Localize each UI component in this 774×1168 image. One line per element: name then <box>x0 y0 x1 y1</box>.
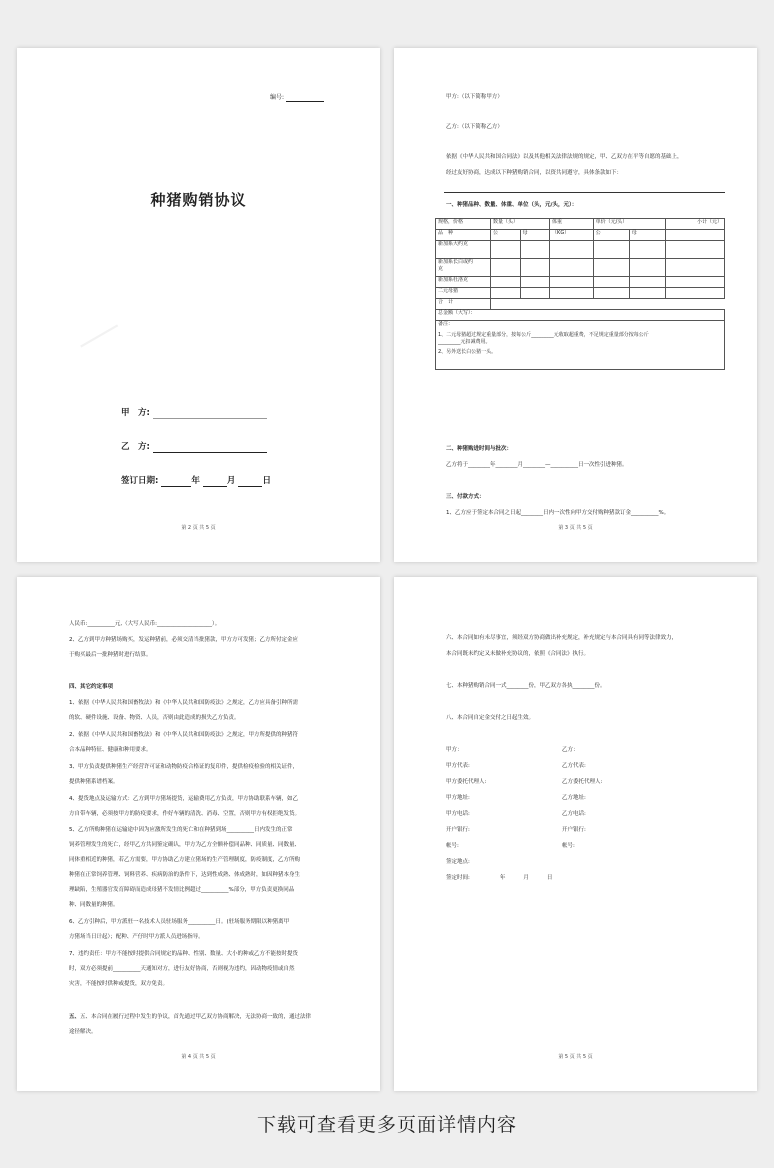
download-caption: 下载可查看更多页面详情内容 <box>256 1114 517 1136</box>
intro-paragraph-2: 经过友好协商，达成以下种猪购销合同，以资共同遵守，具体条款如下： <box>446 170 623 176</box>
table-header-cell: 品 种 <box>436 230 491 241</box>
table-header-cell: 小计（元） <box>665 219 724 230</box>
clause-line: 种猪在正常饲养管理、饲料营养、疾病防治的条件下，达到性成熟、体成熟时，如因种猪本身生 <box>69 872 301 878</box>
payment-paragraph: 于购买最后一批种猪时进行结算。 <box>69 652 152 658</box>
signature-label: 乙方地址: <box>562 795 586 801</box>
party-b-line: 乙方:（以下简称乙方） <box>446 124 503 130</box>
table-header-cell: 公 <box>491 230 521 241</box>
clause-line: 2、依据《中华人民共和国畜牧法》和《中华人民共和国防疫法》之规定，甲方所提供的种猪符 <box>69 732 299 738</box>
section-1-heading: 一、种猪品种、数量、体重、单位（头，元/头，元）： <box>446 202 578 208</box>
contract-title: 种猪购销协议 <box>150 191 247 209</box>
contract-number-label: 编号: <box>269 94 284 101</box>
signature-label: 开户银行: <box>562 827 586 833</box>
party-a-label: 甲 方: <box>121 408 150 418</box>
section-3-text: 1、乙方应于签定本合同之日起________日内一次性向甲方交付购种猪款订金__________%。 <box>446 510 670 516</box>
clause-line: 同体重相近的种猪，若乙方需要，甲方协助乙方建立猪场的生产管理制度，防疫制度，乙方所购 <box>69 857 301 863</box>
section-3-heading: 三、付款方式： <box>446 494 485 500</box>
party-a-line: 甲方:（以下简称甲方） <box>446 94 503 100</box>
contract-page-2 <box>17 48 380 562</box>
clause-line: 饲养管理发生的死亡，经甲乙方共同鉴定确认，甲方为乙方全额补偿同品种、同质量、同数量、 <box>69 842 301 848</box>
clause-line: 灾害，不能按时供种或提货，双方免责。 <box>69 981 169 987</box>
clause-line: 六、本合同如有未尽事宜，须经双方协商做出补充规定，补充规定与本合同具有同等法律效力， <box>446 635 678 641</box>
clause-line: 7、违约责任：甲方不能按时提供合同规定的品种、性别、数量、大小的种或乙方不能按时提货 <box>69 951 299 957</box>
party-b-sign-row <box>121 442 267 453</box>
table-header-cell: 母 <box>629 230 665 241</box>
signature-label: 乙方委托代理人: <box>562 779 603 785</box>
section-4-heading: 四、其它约定事项 <box>69 684 114 690</box>
clause-line: 种、同数量的种猪。 <box>69 902 119 908</box>
contract-number-blank <box>286 101 324 102</box>
clause-line: 提供种猪系谱档案。 <box>69 779 119 785</box>
signature-label: 帐号: <box>446 843 459 849</box>
page-footer: 第 2 页 共 5 页 <box>181 525 216 532</box>
table-row: 合 计 <box>436 299 725 310</box>
table-header-cell: 规格，价格 <box>436 219 491 230</box>
contract-page-3 <box>394 48 757 562</box>
section-divider <box>444 192 725 193</box>
table-row: 新加系大约克 <box>436 241 725 259</box>
table-header-cell: 数量（头） <box>491 219 550 230</box>
clause-line: 4、提货地点及运输方式：乙方到甲方猪场提货，运输费用乙方负责，甲方协助联系车辆，如乙 <box>69 796 299 802</box>
table-header-cell: 公 <box>593 230 629 241</box>
signature-label: 乙方电话: <box>562 811 586 817</box>
contract-page-4 <box>17 577 380 1091</box>
watermark: ⸺ <box>72 311 126 360</box>
clause-line: 1、依据《中华人民共和国畜牧法》和《中华人民共和国防疫法》之规定，乙方应具备引种所需 <box>69 700 299 706</box>
clause-line: 本合同既未约定又未做补充协议的，依照《合同法》执行。 <box>446 651 590 657</box>
payment-paragraph: 2、乙方到甲方种猪场购买，发运种猪前，必须交清当批猪款，甲方方可发猪；乙方所付定金应 <box>69 637 299 643</box>
intro-paragraph-1: 依据《中华人民共和国合同法》以及其他相关法律法规的规定，甲、乙双方在平等自愿的基础上， <box>446 154 683 160</box>
contract-number-field <box>270 94 324 102</box>
clause-line: 的软、硬件设施、设备、物资、人员，否则由此造成的损失乙方负责。 <box>69 715 240 721</box>
signature-label: 帐号: <box>562 843 575 849</box>
clause-line: 时，双方必须提前__________天通知对方，进行友好协商，否则视为违约，因动物疫情或自然 <box>69 966 295 972</box>
page-footer: 第 5 页 共 5 页 <box>558 1054 593 1061</box>
signature-label: 甲方委托代理人: <box>446 779 487 785</box>
table-header-cell: 单价（元/头） <box>593 219 665 230</box>
table-header-cell: 体重 <box>550 219 594 230</box>
party-a-blank <box>153 409 267 419</box>
contract-page-5 <box>394 577 757 1091</box>
clause-line: 五、五、本合同在履行过程中发生的争议，首先通过甲乙双方协商解决，无法协商一致的，通过法律 <box>69 1014 312 1020</box>
table-row: 新加系长白或约 克 <box>436 259 725 277</box>
table-header-cell: 母 <box>520 230 550 241</box>
party-a-sign-row <box>121 408 267 419</box>
table-row: 二元母猪 <box>436 288 725 299</box>
page-footer: 第 4 页 共 5 页 <box>181 1054 216 1061</box>
table-row: 总金额（大写）： <box>436 310 725 321</box>
clause-line: 6、乙方引种后，甲方派驻一名技术人员驻场服务__________日。(驻场服务期限以种猪离甲 <box>69 919 290 925</box>
signature-label: 签定地点: <box>446 859 470 865</box>
signature-label: 乙方代表: <box>562 763 586 769</box>
clause-line: 七、本种猪购销合同一式________份，甲乙双方各执________份。 <box>446 683 606 689</box>
pig-spec-table <box>435 218 725 370</box>
signature-label: 甲方地址: <box>446 795 470 801</box>
party-b-label: 乙 方: <box>121 442 150 452</box>
signature-label: 甲方： <box>446 747 463 753</box>
clause-line: 方猪场当日计起）；配种、产仔时甲方派人员进场指导。 <box>69 934 204 940</box>
rmb-line: 人民币:__________元,（大写人民币:____________________）。 <box>69 621 221 627</box>
section-2-heading: 二、种猪购进时间与批次： <box>446 446 513 452</box>
table-header-cell: （KG） <box>550 230 594 241</box>
page-footer: 第 3 页 共 5 页 <box>558 525 593 532</box>
clause-line: 5、乙方所购种猪在运输途中因为应激所发生的死亡和在种猪到场__________日内发生的正常 <box>69 827 293 833</box>
table-row: 新加系杜洛克 <box>436 277 725 288</box>
clause-line: 方自带车辆，必须按甲方的防疫要求，作好车辆的清洗、消毒、空置，否则甲方有权拒绝发货。 <box>69 811 301 817</box>
clause-line: 3、甲方负责提供种猪生产经营许可证和动物防疫合格证的复印件，提供检疫检验的相关证件， <box>69 764 299 770</box>
clause-line: 八、本合同自定金交付之日起生效。 <box>446 715 535 721</box>
clause-line: 理缺陷，生殖器官发育障碍而造成母猪不发情比例超过__________%部分，甲方负责更换同品 <box>69 887 295 893</box>
party-b-blank <box>153 443 267 453</box>
signature-label: 开户银行: <box>446 827 470 833</box>
sign-time-row: 签定时间: 年 月 日 <box>446 875 553 881</box>
clause-line: 合本品种特征、健康和种用要求。 <box>69 747 152 753</box>
section-2-text: 乙方将于________年________月________—__________日一次性引进种猪。 <box>446 462 628 468</box>
signature-label: 甲方代表: <box>446 763 470 769</box>
clause-line: 途径解决。 <box>69 1029 97 1035</box>
table-row: 备注： 1、二元母猪超过规定重量部分，按每公斤_________元收取超重费，不足规定重量部分按每公斤 _________元扣减费用。 2、另外送长白公猪一头。 <box>436 321 725 370</box>
signature-label: 乙方： <box>562 747 579 753</box>
signature-label: 甲方电话: <box>446 811 470 817</box>
sign-date-label: 签订日期: <box>121 476 159 486</box>
sign-date-row: 签订日期: 年 月 日 <box>121 476 271 486</box>
